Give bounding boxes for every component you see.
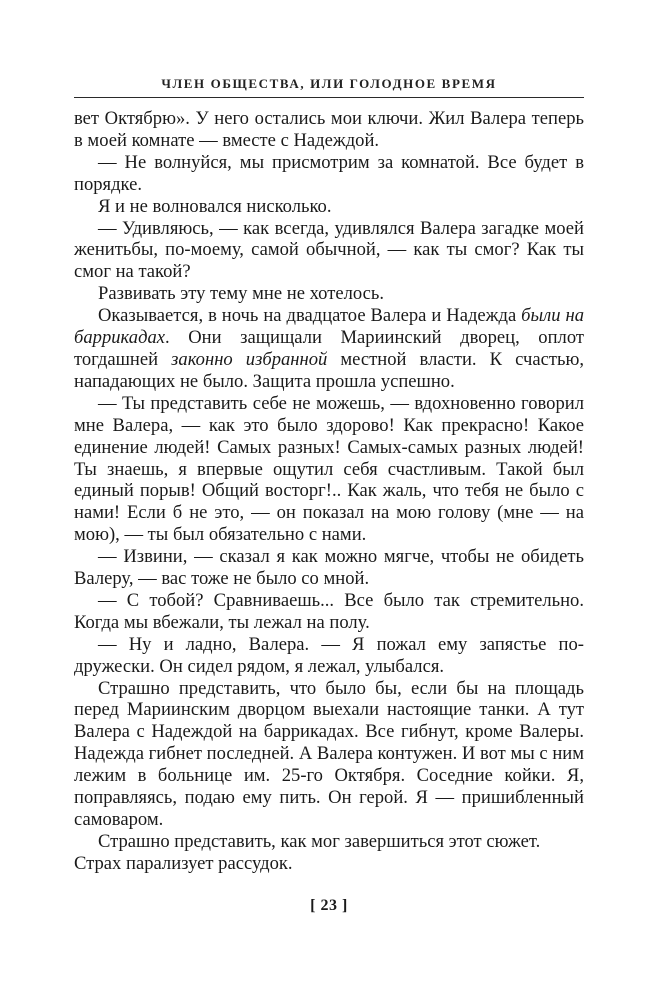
paragraph bbox=[74, 283, 584, 305]
paragraph-text: Я и не волновался нисколько. bbox=[98, 195, 332, 217]
paragraph-text: — Ты представить себе не можешь, — вдохновенно говорил мне Валера, — как это было здорово! Как прекрасно! Какое единение людей! Самых разных! Самых-самых разных людей! Ты знаешь, я впервые ощутил себя счастливым. Такой был единый порыв! Общий восторг!.. Как жаль, что тебя не было с нами! Если б не это, — он показал на мою голову (мне — на мою), — ты был обязательно с нами. bbox=[74, 392, 584, 546]
header-rule bbox=[74, 97, 584, 98]
paragraph-continuation bbox=[74, 108, 584, 152]
paragraph-final bbox=[74, 831, 584, 875]
paragraph-text: местной власти. К счастью, нападающих не было. Защита прошла успешно. bbox=[74, 348, 585, 392]
paragraph bbox=[74, 196, 584, 218]
paragraph-text: — С тобой? Сравниваешь... Все было так стремительно. Когда мы вбежали, ты лежал на полу. bbox=[74, 589, 584, 633]
page-number: [ 23 ] bbox=[310, 897, 348, 914]
italic-phrase: были на баррикадах bbox=[74, 305, 584, 349]
paragraph-text: вет Октябрю». У него остались мои ключи. Жил Валера теперь в моей комнате — вместе с Надеждой. bbox=[74, 108, 584, 151]
paragraph-dialogue bbox=[74, 634, 584, 678]
paragraph-text: Страшно представить, как мог завершиться этот сюжет. Страх парализует рассудок. bbox=[74, 830, 541, 874]
paragraph-text: Страшно представить, что было бы, если бы на площадь перед Мариинским дворцом выехали настоящие танки. А тут Валера с Надеждой на баррикадах. Все гибнут, кроме Валеры. Надежда гибнет последней. А Валера контужен. И вот мы с ним лежим в больнице им. 25-го Октября. Соседние койки. Я, поправляясь, подаю ему пить. Он герой. Я — пришибленный самоваром. bbox=[74, 677, 584, 830]
paragraph bbox=[74, 678, 584, 831]
italic-phrase: законно избранной bbox=[171, 348, 328, 370]
paragraph-barricades bbox=[74, 305, 584, 393]
body-text bbox=[74, 108, 584, 875]
paragraph-dialogue bbox=[74, 546, 584, 590]
paragraph-dialogue bbox=[74, 218, 584, 284]
paragraph-text: — Извини, — сказал я как можно мягче, чтобы не обидеть Валеру, — вас тоже не было со мной. bbox=[74, 546, 584, 590]
paragraph-text: — Ну и ладно, Валера. — Я пожал ему запястье по-дружески. Он сидел рядом, я лежал, улыбался. bbox=[74, 633, 584, 677]
paragraph-text: . Они защищали Мариинский дворец, оплот тогдашней bbox=[74, 327, 584, 370]
paragraph-text: Развивать эту тему мне не хотелось. bbox=[98, 283, 385, 305]
paragraph-text: — Не волнуйся, мы присмотрим за комнатой. Все будет в порядке. bbox=[74, 151, 584, 195]
running-head: ЧЛЕН ОБЩЕСТВА, ИЛИ ГОЛОДНОЕ ВРЕМЯ bbox=[161, 76, 497, 91]
paragraph-dialogue bbox=[74, 152, 584, 196]
paragraph-dialogue bbox=[74, 590, 584, 634]
paragraph-text: Оказывается, в ночь на двадцатое Валера и Надежда bbox=[98, 305, 522, 327]
paragraph-text: — Удивляюсь, — как всегда, удивлялся Валера загадке моей женитьбы, по-моему, самой обычной, — как ты смог? Как ты смог на такой? bbox=[74, 217, 584, 283]
paragraph-dialogue bbox=[74, 393, 584, 546]
